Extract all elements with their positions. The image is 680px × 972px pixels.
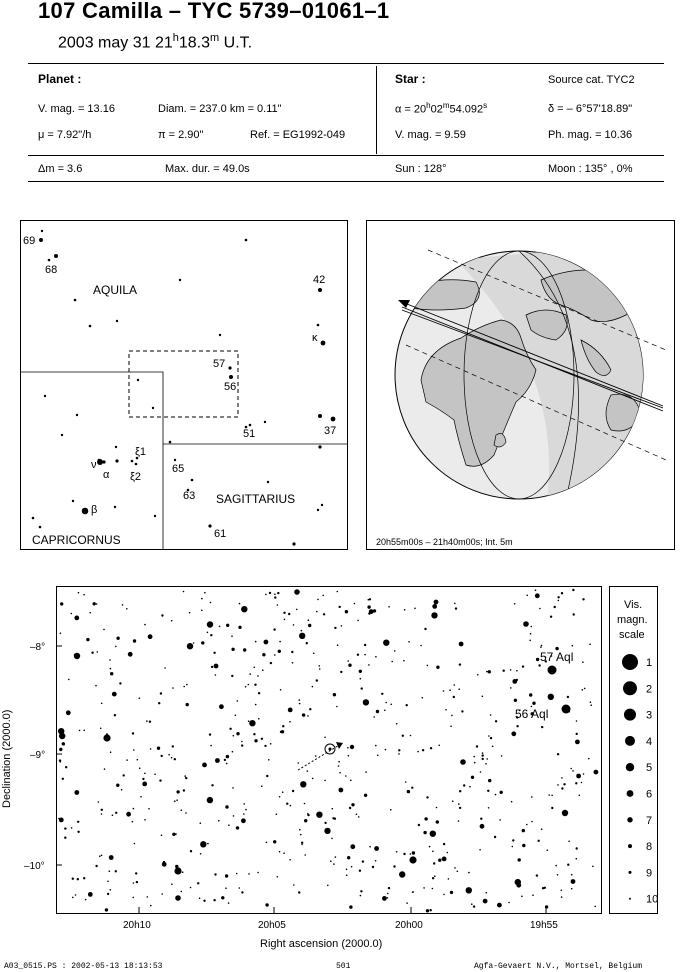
magnitude-scale-dot	[625, 736, 635, 746]
star-label-xi2: ξ2	[130, 471, 142, 483]
planet-motion: μ = 7.92"/h	[38, 129, 92, 141]
label-56-aql: 56 Aql	[515, 707, 549, 721]
table-top-rule	[28, 63, 664, 64]
x-tick-20h10: 20h10	[123, 920, 151, 931]
star-label-beta: β	[91, 504, 98, 516]
star-label-xi1: ξ1	[135, 446, 147, 458]
star-label-56: 56	[224, 381, 237, 393]
footer-publisher: Agfa-Gevaert N.V., Mortsel, Belgium	[474, 962, 643, 971]
star-declination: δ = – 6°57'18.89"	[548, 103, 633, 115]
magnitude-scale-dot	[629, 898, 631, 900]
star-source-catalog: Source cat. TYC2	[548, 74, 635, 86]
y-tick-9: –9°	[30, 750, 46, 761]
event-title: 107 Camilla – TYC 5739–01061–1	[38, 0, 390, 23]
x-axis-label: Right ascension (2000.0)	[260, 938, 383, 950]
y-tick-10: –10°	[24, 861, 45, 872]
star-label-61: 61	[214, 528, 227, 540]
star-phmag: Ph. mag. = 10.36	[548, 129, 633, 141]
star-label-37: 37	[324, 425, 337, 437]
star-label-kappa: κ	[312, 332, 318, 344]
star-label-69: 69	[23, 235, 36, 247]
asteroid-direction-arrow	[336, 742, 343, 749]
planet-heading: Planet :	[38, 72, 82, 86]
magnitude-scale-value: 7	[646, 814, 653, 827]
magnitude-scale-dot	[623, 681, 637, 695]
y-tick-8: –8°	[30, 642, 46, 653]
globe-panel	[366, 220, 676, 550]
planet-diameter: Diam. = 237.0 km = 0.11"	[158, 103, 282, 115]
footer-file-info: A03_0515.PS : 2002-05-13 18:13:53	[4, 962, 163, 971]
label-57-aql: 57 Aql	[540, 650, 574, 664]
star-56-aql	[562, 705, 571, 714]
moon-info: Moon : 135° , 0%	[548, 163, 633, 175]
magnitude-scale-dot	[629, 871, 632, 874]
planet-vmag: V. mag. = 13.16	[38, 103, 115, 115]
svg-text:scale: scale	[619, 629, 645, 641]
magnitude-scale-value: 4	[646, 735, 653, 748]
star-label-nu: ν	[91, 459, 97, 471]
magnitude-scale-value: 5	[646, 762, 653, 775]
star-57-aql	[548, 666, 557, 675]
table-divider	[376, 66, 377, 154]
magnitude-scale-dot	[627, 790, 634, 797]
detail-chart-stars	[58, 589, 598, 913]
table-middle-rule	[28, 155, 664, 156]
planet-parallax: π = 2.90"	[158, 129, 204, 141]
globe-time-caption: 20h55m00s – 21h40m00s; Int. 5m	[376, 537, 513, 547]
magnitude-scale-title	[617, 599, 648, 641]
table-bottom-rule	[28, 181, 664, 182]
magnitude-scale-dot	[627, 817, 632, 822]
star-right-ascension: $\alpha = 20^h02^m54.092^s$	[395, 101, 488, 116]
star-label-63: 63	[183, 490, 196, 502]
overview-star-map	[20, 220, 348, 550]
svg-text:magn.: magn.	[617, 614, 648, 626]
x-tick-20h00: 20h00	[395, 920, 423, 931]
magnitude-scale-dot	[626, 763, 634, 771]
magnitude-scale-value: 8	[646, 841, 653, 854]
x-tick-19h55: 19h55	[530, 920, 558, 931]
detail-star-chart	[0, 582, 680, 954]
star-label-51: 51	[243, 428, 256, 440]
magnitude-scale-dot	[622, 654, 638, 670]
constellation-sagittarius: SAGITTARIUS	[216, 492, 296, 506]
svg-text:Vis.: Vis.	[624, 599, 643, 611]
magnitude-scale-dot	[624, 709, 636, 721]
sun-elongation: Sun : 128°	[395, 163, 447, 175]
magnitude-scale-rows	[622, 654, 658, 906]
magnitude-scale-value: 9	[646, 867, 653, 880]
y-axis-label: Declination (2000.0)	[1, 709, 13, 808]
magnitude-scale-value: 2	[646, 683, 653, 696]
star-vmag: V. mag. = 9.59	[395, 129, 466, 141]
magnitude-drop: Δm = 3.6	[38, 163, 83, 175]
constellation-capricornus: CAPRICORNUS	[32, 533, 121, 547]
max-duration: Max. dur. = 49.0s	[165, 163, 250, 175]
star-label-alpha: α	[103, 469, 110, 481]
magnitude-scale-value: 10	[646, 893, 659, 906]
magnitude-scale-dot	[628, 844, 632, 848]
star-label-68: 68	[45, 264, 58, 276]
star-label-42: 42	[313, 274, 326, 286]
constellation-aquila: AQUILA	[93, 283, 138, 297]
magnitude-scale-value: 1	[646, 657, 653, 669]
star-label-65: 65	[172, 463, 185, 475]
footer-page-number: 501	[336, 962, 351, 971]
magnitude-scale-value: 6	[646, 788, 653, 801]
event-datetime: 2003 may 31 21$^h$18.3$^m$ U.T.	[58, 32, 253, 52]
x-tick-20h05: 20h05	[258, 920, 286, 931]
star-heading: Star :	[395, 72, 426, 86]
planet-reference: Ref. = EG1992-049	[250, 129, 346, 141]
magnitude-scale-value: 3	[646, 709, 653, 722]
star-label-57: 57	[213, 358, 226, 370]
